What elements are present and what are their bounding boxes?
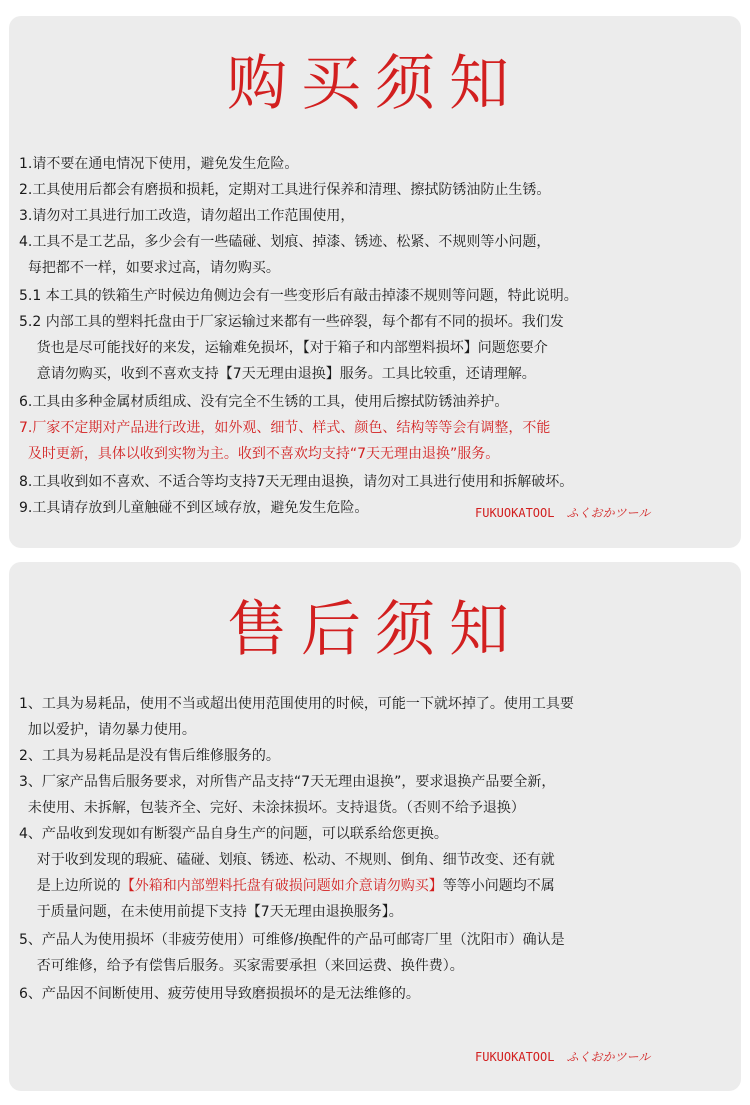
purchase-notice-title: 购买须知 [227,49,523,119]
purchase-line-8: 8.工具收到如不喜欢、不适合等均支持7天无理由退换，请勿对工具进行使用和拆解破坏。 [19,474,574,490]
purchase-line-7: 7.厂家不定期对产品进行改进，如外观、细节、样式、颜色、结构等等会有调整，不能 [19,420,551,436]
purchase-line-6: 6.工具由多种金属材质组成、没有完全不生锈的工具，使用后擦拭防锈油养护。 [19,394,509,410]
after-line-4-cont-b [19,878,555,895]
purchase-line-7-cont: 及时更新，具体以收到实物为主。收到不喜欢均支持“7天无理由退换”服务。 [19,446,500,462]
purchase-notice-panel [9,16,741,548]
purchase-line-4: 4.工具不是工艺品，多少会有一些磕碰、划痕、掉漆、锈迹、松紧、不规则等小问题， [19,234,551,250]
purchase-line-2: 2.工具使用后都会有磨损和损耗，定期对工具进行保养和清理、擦拭防锈油防止生锈。 [19,182,551,198]
brand-signature-after [475,1048,650,1065]
after-line-1-cont: 加以爱护，请勿暴力使用。 [19,722,196,738]
after-line-4-cont-a: 对于收到发现的瑕疵、磕碰、划痕、锈迹、松动、不规则、倒角、细节改变、还有就 [19,852,555,868]
after-line-6: 6、产品因不间断使用、疲劳使用导致磨损损坏的是无法维修的。 [19,986,420,1002]
purchase-line-5-2-cont-b: 意请勿购买，收到不喜欢支持【7天无理由退换】服务。工具比较重，还请理解。 [19,366,536,382]
purchase-line-9: 9.工具请存放到儿童触碰不到区域存放，避免发生危险。 [19,500,369,516]
after-sales-notice-title: 售后须知 [227,595,523,665]
after-line-5-cont: 否可维修，给予有偿售后服务。买家需要承担（来回运费、换件费）。 [19,958,464,974]
after-sales-notice-panel [9,562,741,1091]
purchase-line-5-2: 5.2 内部工具的塑料托盘由于厂家运输过来都有一些碎裂，每个都有不同的损坏。我们发 [19,314,564,330]
after-line-4-highlight: 【外箱和内部塑料托盘有破损问题如介意请勿购买】 [120,878,443,894]
after-line-4-cont-c: 于质量问题，在未使用前提下支持【7天无理由退换服务】。 [19,904,403,920]
brand-name-jp-after: ふくおかツール [566,1050,651,1064]
after-line-4: 4、产品收到发现如有断裂产品自身生产的问题，可以联系给您更换。 [19,826,448,842]
brand-name-after: FUKUOKATOOL [475,1050,555,1064]
purchase-line-5-2-cont-a: 货也是尽可能找好的来发，运输难免损坏，【对于箱子和内部塑料损坏】问题您要介 [19,340,548,356]
after-line-3-cont: 未使用、未拆解，包装齐全、完好、未涂抹损坏。支持退货。（否则不给予退换） [19,800,525,816]
purchase-line-4-cont: 每把都不一样，如要求过高，请勿购买。 [19,260,280,276]
purchase-line-1: 1.请不要在通电情况下使用，避免发生危险。 [19,156,299,172]
after-line-5: 5、产品人为使用损坏（非疲劳使用）可维修/换配件的产品可邮寄厂里（沈阳市）确认是 [19,932,565,948]
brand-name-jp: ふくおかツール [566,506,651,520]
purchase-line-5-1: 5.1 本工具的铁箱生产时候边角侧边会有一些变形后有敲击掉漆不规则等问题，特此说明。 [19,288,578,304]
purchase-line-3: 3.请勿对工具进行加工改造，请勿超出工作范围使用， [19,208,355,224]
after-line-4-cont-b-start: 是上边所说的 [19,878,121,894]
brand-name: FUKUOKATOOL [475,506,555,520]
brand-signature [475,504,650,521]
after-line-3: 3、厂家产品售后服务要求，对所售产品支持“7天无理由退换”，要求退换产品要全新， [19,774,556,790]
after-line-2: 2、工具为易耗品是没有售后维修服务的。 [19,748,280,764]
after-line-4-cont-b-end: 等等小问题均不属 [442,878,555,894]
after-line-1: 1、工具为易耗品，使用不当或超出使用范围使用的时候，可能一下就坏掉了。使用工具要 [19,696,574,712]
